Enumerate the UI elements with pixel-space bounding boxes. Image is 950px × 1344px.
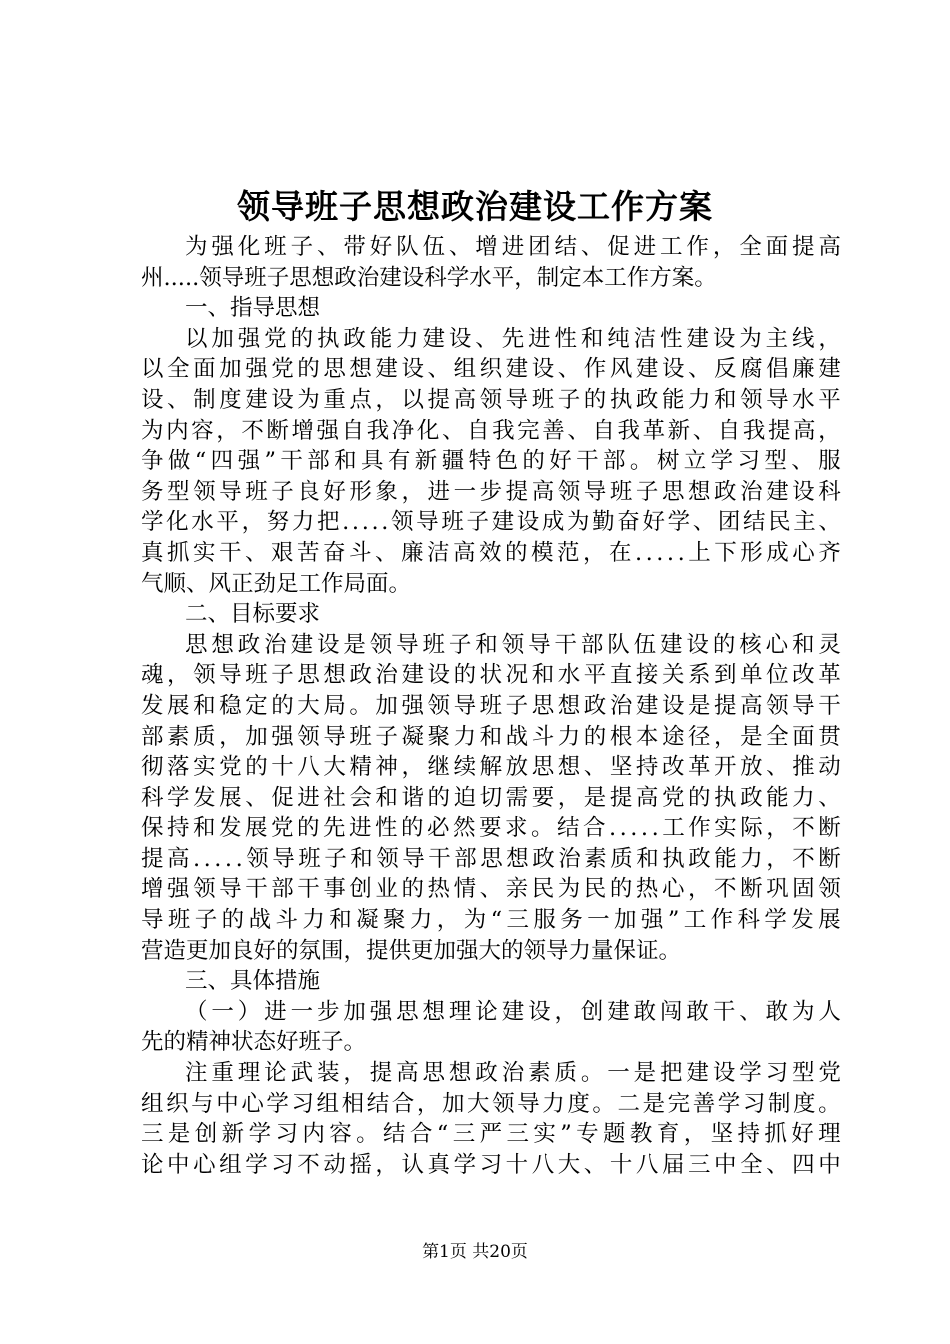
text-line: 学 化 水 平 ， 努 力 把 . . . . . 领 导 班 子 建 设 成 为 勤 奋 好 学 、 团 结 民 主 、 [141,509,841,536]
text-line: 真 抓 实 干 、 艰 苦 奋 斗 、 廉 洁 高 效 的 模 范 ， 在 . . . . . 上 下 形 成 心 齐 [141,539,841,566]
text-line: 科 学 发 展 、 促 进 社 会 和 谐 的 迫 切 需 要 ， 是 提 高 党 的 执 政 能 力 、 [141,784,841,811]
document-body [141,232,841,1180]
text-line: 组 织 与 中 心 学 习 组 相 结 合 ， 加 大 领 导 力 度 。 二 是 完 善 学 习 制 度 。 [141,1090,841,1117]
text-line: 先的精神状态好班子。 [141,1029,367,1056]
text-line: （ 一 ） 进 一 步 加 强 思 想 理 论 建 设 ， 创 建 敢 闯 敢 干 、 敢 为 人 [185,998,841,1025]
text-line: 部 素 质 ， 加 强 领 导 班 子 凝 聚 力 和 战 斗 力 的 根 本 途 径 ， 是 全 面 贯 [141,723,841,750]
page-footer: 第1页 共20页 [422,1242,528,1262]
text-line: 魂 ， 领 导 班 子 思 想 政 治 建 设 的 状 况 和 水 平 直 接 关 系 到 单 位 改 革 [141,662,841,689]
text-line: 为 强 化 班 子 、 带 好 队 伍 、 增 进 团 结 、 促 进 工 作 ， 全 面 提 高 [185,234,841,260]
text-line: 三 是 创 新 学 习 内 容 。 结 合 “ 三 严 三 实 ” 专 题 教 育 ， 坚 持 抓 好 理 [141,1121,841,1148]
text-line: 州.....领导班子思想政治建设科学水平，制定本工作方案。 [141,264,717,291]
text-line: 导 班 子 的 战 斗 力 和 凝 聚 力 ， 为 “ 三 服 务 一 加 强 ” 工 作 科 学 发 展 [141,907,841,934]
text-line: 气顺、风正劲足工作局面。 [141,570,412,597]
text-line: 务 型 领 导 班 子 良 好 形 象 ， 进 一 步 提 高 领 导 班 子 思 想 政 治 建 设 科 [141,478,841,505]
text-line: 争 做 “ 四 强 ” 干 部 和 具 有 新 疆 特 色 的 好 干 部 。 树 立 学 习 型 、 服 [141,448,841,475]
text-line: 论 中 心 组 学 习 不 动 摇 ， 认 真 学 习 十 八 大 、 十 八 届 三 中 全 、 四 中 [141,1151,841,1178]
text-line: 提 高 . . . . . 领 导 班 子 和 领 导 干 部 思 想 政 治 素 质 和 执 政 能 力 ， 不 断 [141,845,841,872]
text-line: 以 全 面 加 强 党 的 思 想 建 设 、 组 织 建 设 、 作 风 建 设 、 反 腐 倡 廉 建 [141,356,841,383]
text-line: 彻 落 实 党 的 十 八 大 精 神 ， 继 续 解 放 思 想 、 坚 持 改 革 开 放 、 推 动 [141,754,841,781]
text-line: 营造更加良好的氛围，提供更加强大的领导力量保证。 [141,937,682,964]
text-line: 增 强 领 导 干 部 干 事 创 业 的 热 情 、 亲 民 为 民 的 热 心 ， 不 断 巩 固 领 [141,876,841,903]
text-line: 思 想 政 治 建 设 是 领 导 班 子 和 领 导 干 部 队 伍 建 设 的 核 心 和 灵 [185,631,841,658]
text-line: 设 、 制 度 建 设 为 重 点 ， 以 提 高 领 导 班 子 的 执 政 能 力 和 领 导 水 平 [141,386,841,413]
text-line: 发 展 和 稳 定 的 大 局 。 加 强 领 导 班 子 思 想 政 治 建 设 是 提 高 领 导 干 [141,692,841,719]
text-line: 注 重 理 论 武 装 ， 提 高 思 想 政 治 素 质 。 一 是 把 建 设 学 习 型 党 [185,1060,841,1087]
text-line: 保 持 和 发 展 党 的 先 进 性 的 必 然 要 求 。 结 合 . . . . . 工 作 实 际 ， 不 断 [141,815,841,842]
text-line: 以 加 强 党 的 执 政 能 力 建 设 、 先 进 性 和 纯 洁 性 建 设 为 主 线 ， [185,325,841,352]
text-line: 为 内 容 ， 不 断 增 强 自 我 净 化 、 自 我 完 善 、 自 我 革 新 、 自 我 提 高 ， [141,417,841,444]
text-line: 三、具体措施 [185,968,321,995]
document-title: 领导班子思想政治建设工作方案 [237,187,713,226]
text-line: 二、目标要求 [185,601,321,628]
text-line: 一、指导思想 [185,295,321,322]
